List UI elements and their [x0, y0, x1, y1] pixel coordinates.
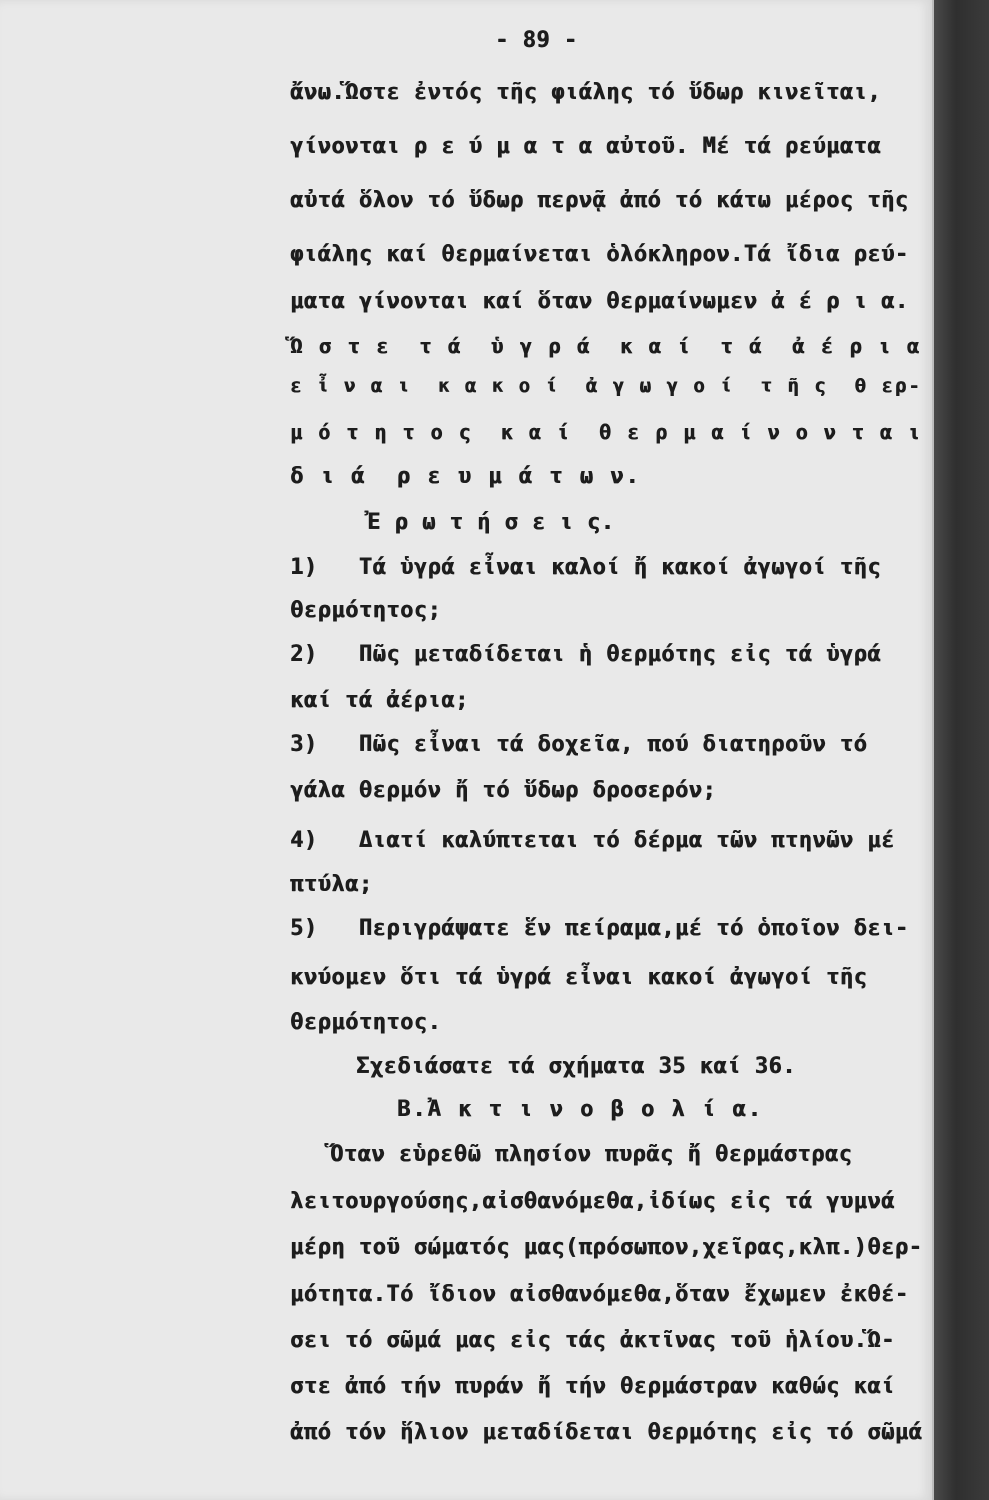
text-line: μότητα.Τό ἴδιον αἰσθανόμεθα,ὅταν ἔχωμεν ἐκθέ- — [290, 1282, 909, 1307]
text-line: ἄνω.Ὥστε ἐντός τῆς φιάλης τό ὕδωρ κινεῖται, — [290, 80, 882, 105]
question-item: 1) Τά ὑγρά εἶναι καλοί ἤ κακοί ἀγωγοί τῆς — [290, 555, 882, 580]
text-line: καί τά ἀέρια; — [290, 688, 469, 713]
question-item: 3) Πῶς εἶναι τά δοχεῖα, πού διατηροῦν τό — [290, 732, 868, 757]
text-line: Ὥ σ τ ε τ ά ὑ γ ρ ά κ α ί τ ά ἀ έ ρ ι α — [290, 334, 922, 358]
text-line: φιάλης καί θερμαίνεται ὁλόκληρον.Τά ἴδια ρεύ- — [290, 242, 909, 267]
text-line: ματα γίνονται καί ὅταν θερμαίνωμεν ἀ έ ρ ι α. — [290, 289, 909, 314]
text-line: μέρη τοῦ σώματός μας(πρόσωπον,χεῖρας,κλπ.)θερ- — [290, 1235, 923, 1260]
question-item: 5) Περιγράψατε ἕν πείραμα,μέ τό ὁποῖον δει- — [290, 916, 909, 941]
text-line: ε ἶ ν α ι κ α κ ο ί ἀ γ ω γ ο ί τ ῆ ς θ ερ- — [290, 375, 922, 397]
text-line: πτύλα; — [290, 872, 373, 897]
question-item: 4) Διατί καλύπτεται τό δέρμα τῶν πτηνῶν μέ — [290, 828, 895, 853]
text-line: αὐτά ὅλον τό ὕδωρ περνᾷ ἀπό τό κάτω μέρος τῆς — [290, 188, 909, 213]
section-heading: Β.Ἀ κ τ ι ν ο β ο λ ί α. — [397, 1097, 763, 1122]
text-line: γάλα θερμόν ἤ τό ὕδωρ δροσερόν; — [290, 778, 717, 803]
text-line: Ὅταν εὑρεθῶ πλησίον πυρᾶς ἤ θερμάστρας — [330, 1142, 853, 1167]
text-line: θερμότητος; — [290, 598, 442, 623]
text-line: λειτουργούσης,αἰσθανόμεθα,ἰδίως εἰς τά γυμνά — [290, 1189, 895, 1214]
question-item: 2) Πῶς μεταδίδεται ἡ θερμότης εἰς τά ὑγρά — [290, 642, 882, 667]
text-line: θερμότητος. — [290, 1010, 442, 1035]
text-line: στε ἀπό τήν πυράν ἤ τήν θερμάστραν καθώς καί — [290, 1374, 895, 1399]
text-line: δ ι ά ρ ε υ μ ά τ ω ν. — [290, 464, 641, 489]
text-line: κνύομεν ὅτι τά ὑγρά εἶναι κακοί ἀγωγοί τῆς — [290, 965, 868, 990]
page-number: - 89 - — [495, 28, 578, 53]
text-line: μ ό τ η τ ο ς κ α ί θ ε ρ μ α ί ν ο ν τ α ι — [290, 420, 922, 444]
section-heading: Ἐ ρ ω τ ή σ ε ι ς. — [367, 510, 615, 535]
text-line: ἀπό τόν ἥλιον μεταδίδεται θερμότης εἰς τό σῶμά — [290, 1420, 923, 1445]
text-line: γίνονται ρ ε ύ μ α τ α αὐτοῦ. Μέ τά ρεύματα — [290, 134, 882, 159]
page-edge — [934, 0, 989, 1500]
text-line: σει τό σῶμά μας εἰς τάς ἀκτῖνας τοῦ ἡλίου.Ὥ- — [290, 1328, 895, 1353]
instruction-line: Σχεδιάσατε τά σχήματα 35 καί 36. — [356, 1054, 796, 1079]
